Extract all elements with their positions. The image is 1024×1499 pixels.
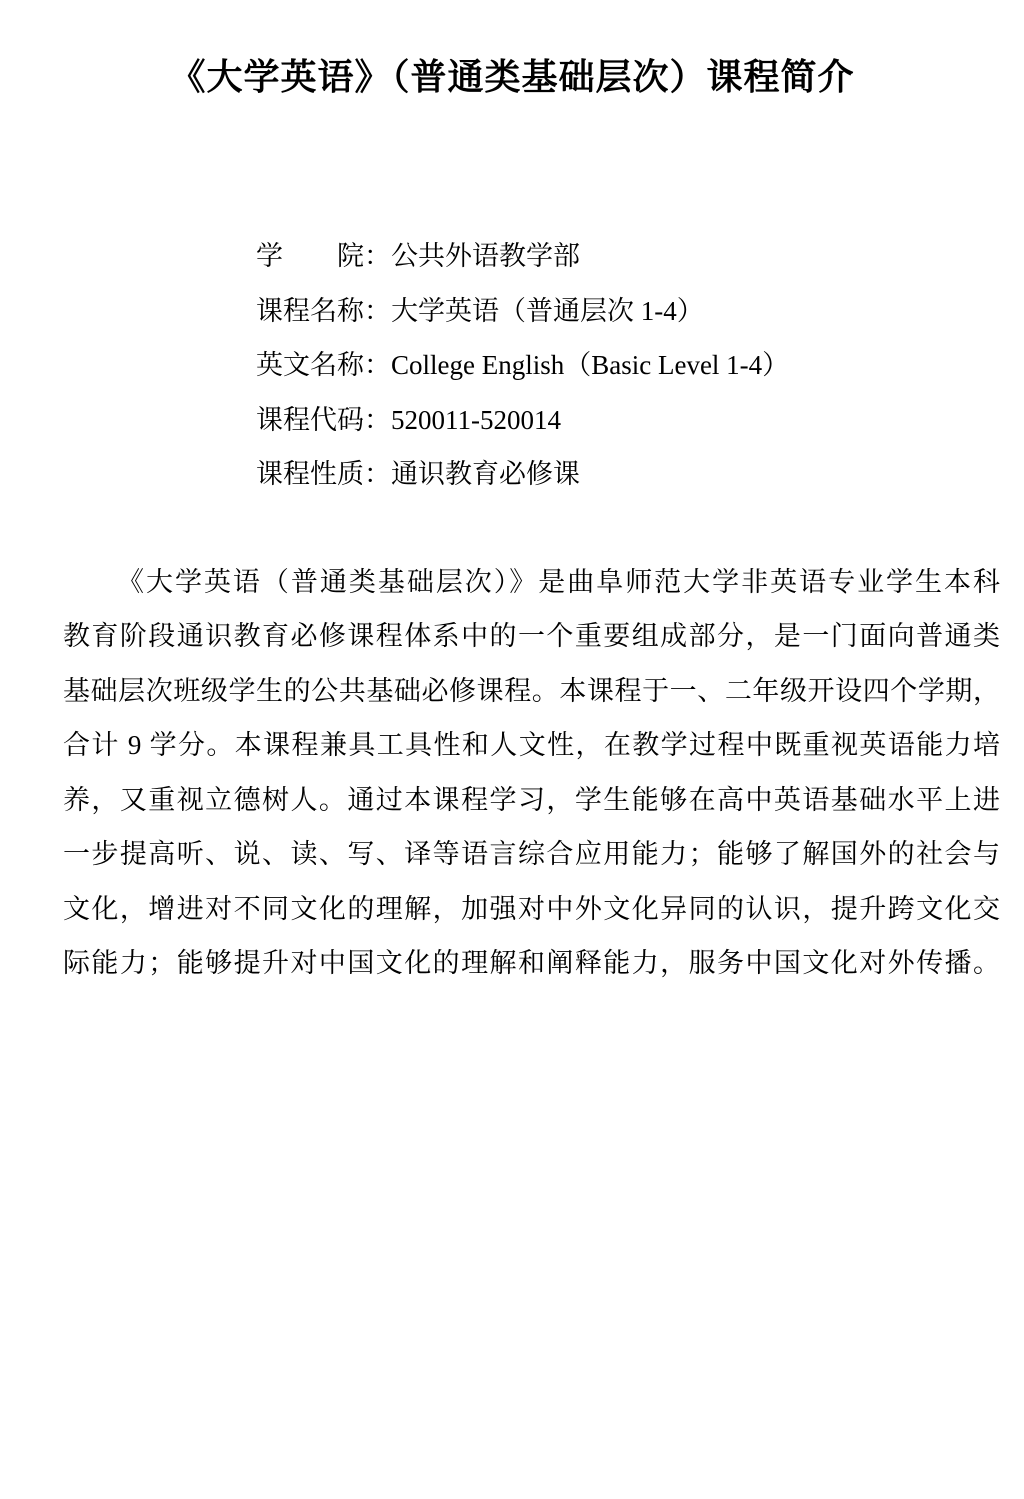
info-row-course-type (256, 447, 1024, 502)
info-row-course-name (256, 284, 1024, 339)
info-row-english-name (256, 338, 1024, 393)
paragraph-line: 文化，增进对不同文化的理解，加强对中外文化异同的认识，提升跨文化交 (63, 893, 1000, 924)
paragraph-line: 《大学英语（普通类基础层次）》是曲阜师范大学非英语专业学生本科 (117, 566, 1000, 597)
info-label-college: 学 院： (256, 241, 391, 271)
paragraph-line: 一步提高听、说、读、写、译等语言综合应用能力；能够了解国外的社会与 (63, 839, 1000, 869)
info-label-course-name: 课程名称： (256, 295, 391, 326)
document-page (0, 52, 1024, 1499)
info-label-english-name: 英文名称： (256, 350, 391, 380)
info-value-english-name: College English（Basic Level 1-4） (391, 350, 790, 380)
info-row-college (256, 229, 1024, 284)
info-value-course-code: 520011-520014 (391, 404, 561, 435)
paragraph-line: 基础层次班级学生的公共基础必修课程。本课程于一、二年级开设四个学期， (63, 675, 1000, 706)
info-label-course-type: 课程性质： (256, 459, 391, 489)
paragraph-line: 合计 9 学分。本课程兼具工具性和人文性，在教学过程中既重视英语能力培 (63, 730, 1000, 760)
paragraph-line: 养，又重视立德树人。通过本课程学习，学生能够在高中英语基础水平上进 (63, 784, 1000, 815)
paragraph-line: 际能力；能够提升对中国文化的理解和阐释能力，服务中国文化对外传播。 (63, 948, 1000, 978)
course-info-list (256, 229, 1024, 502)
info-value-course-name: 大学英语（普通层次 1-4） (391, 295, 704, 326)
course-description (63, 555, 1000, 991)
info-value-college: 公共外语教学部 (391, 241, 580, 271)
info-value-course-type: 通识教育必修课 (391, 459, 580, 489)
info-row-course-code (256, 393, 1024, 448)
paragraph-line: 教育阶段通识教育必修课程体系中的一个重要组成部分，是一门面向普通类 (63, 621, 1000, 651)
document-title: 《大学英语》（普通类基础层次）课程简介 (169, 56, 855, 97)
info-label-course-code: 课程代码： (256, 404, 391, 435)
